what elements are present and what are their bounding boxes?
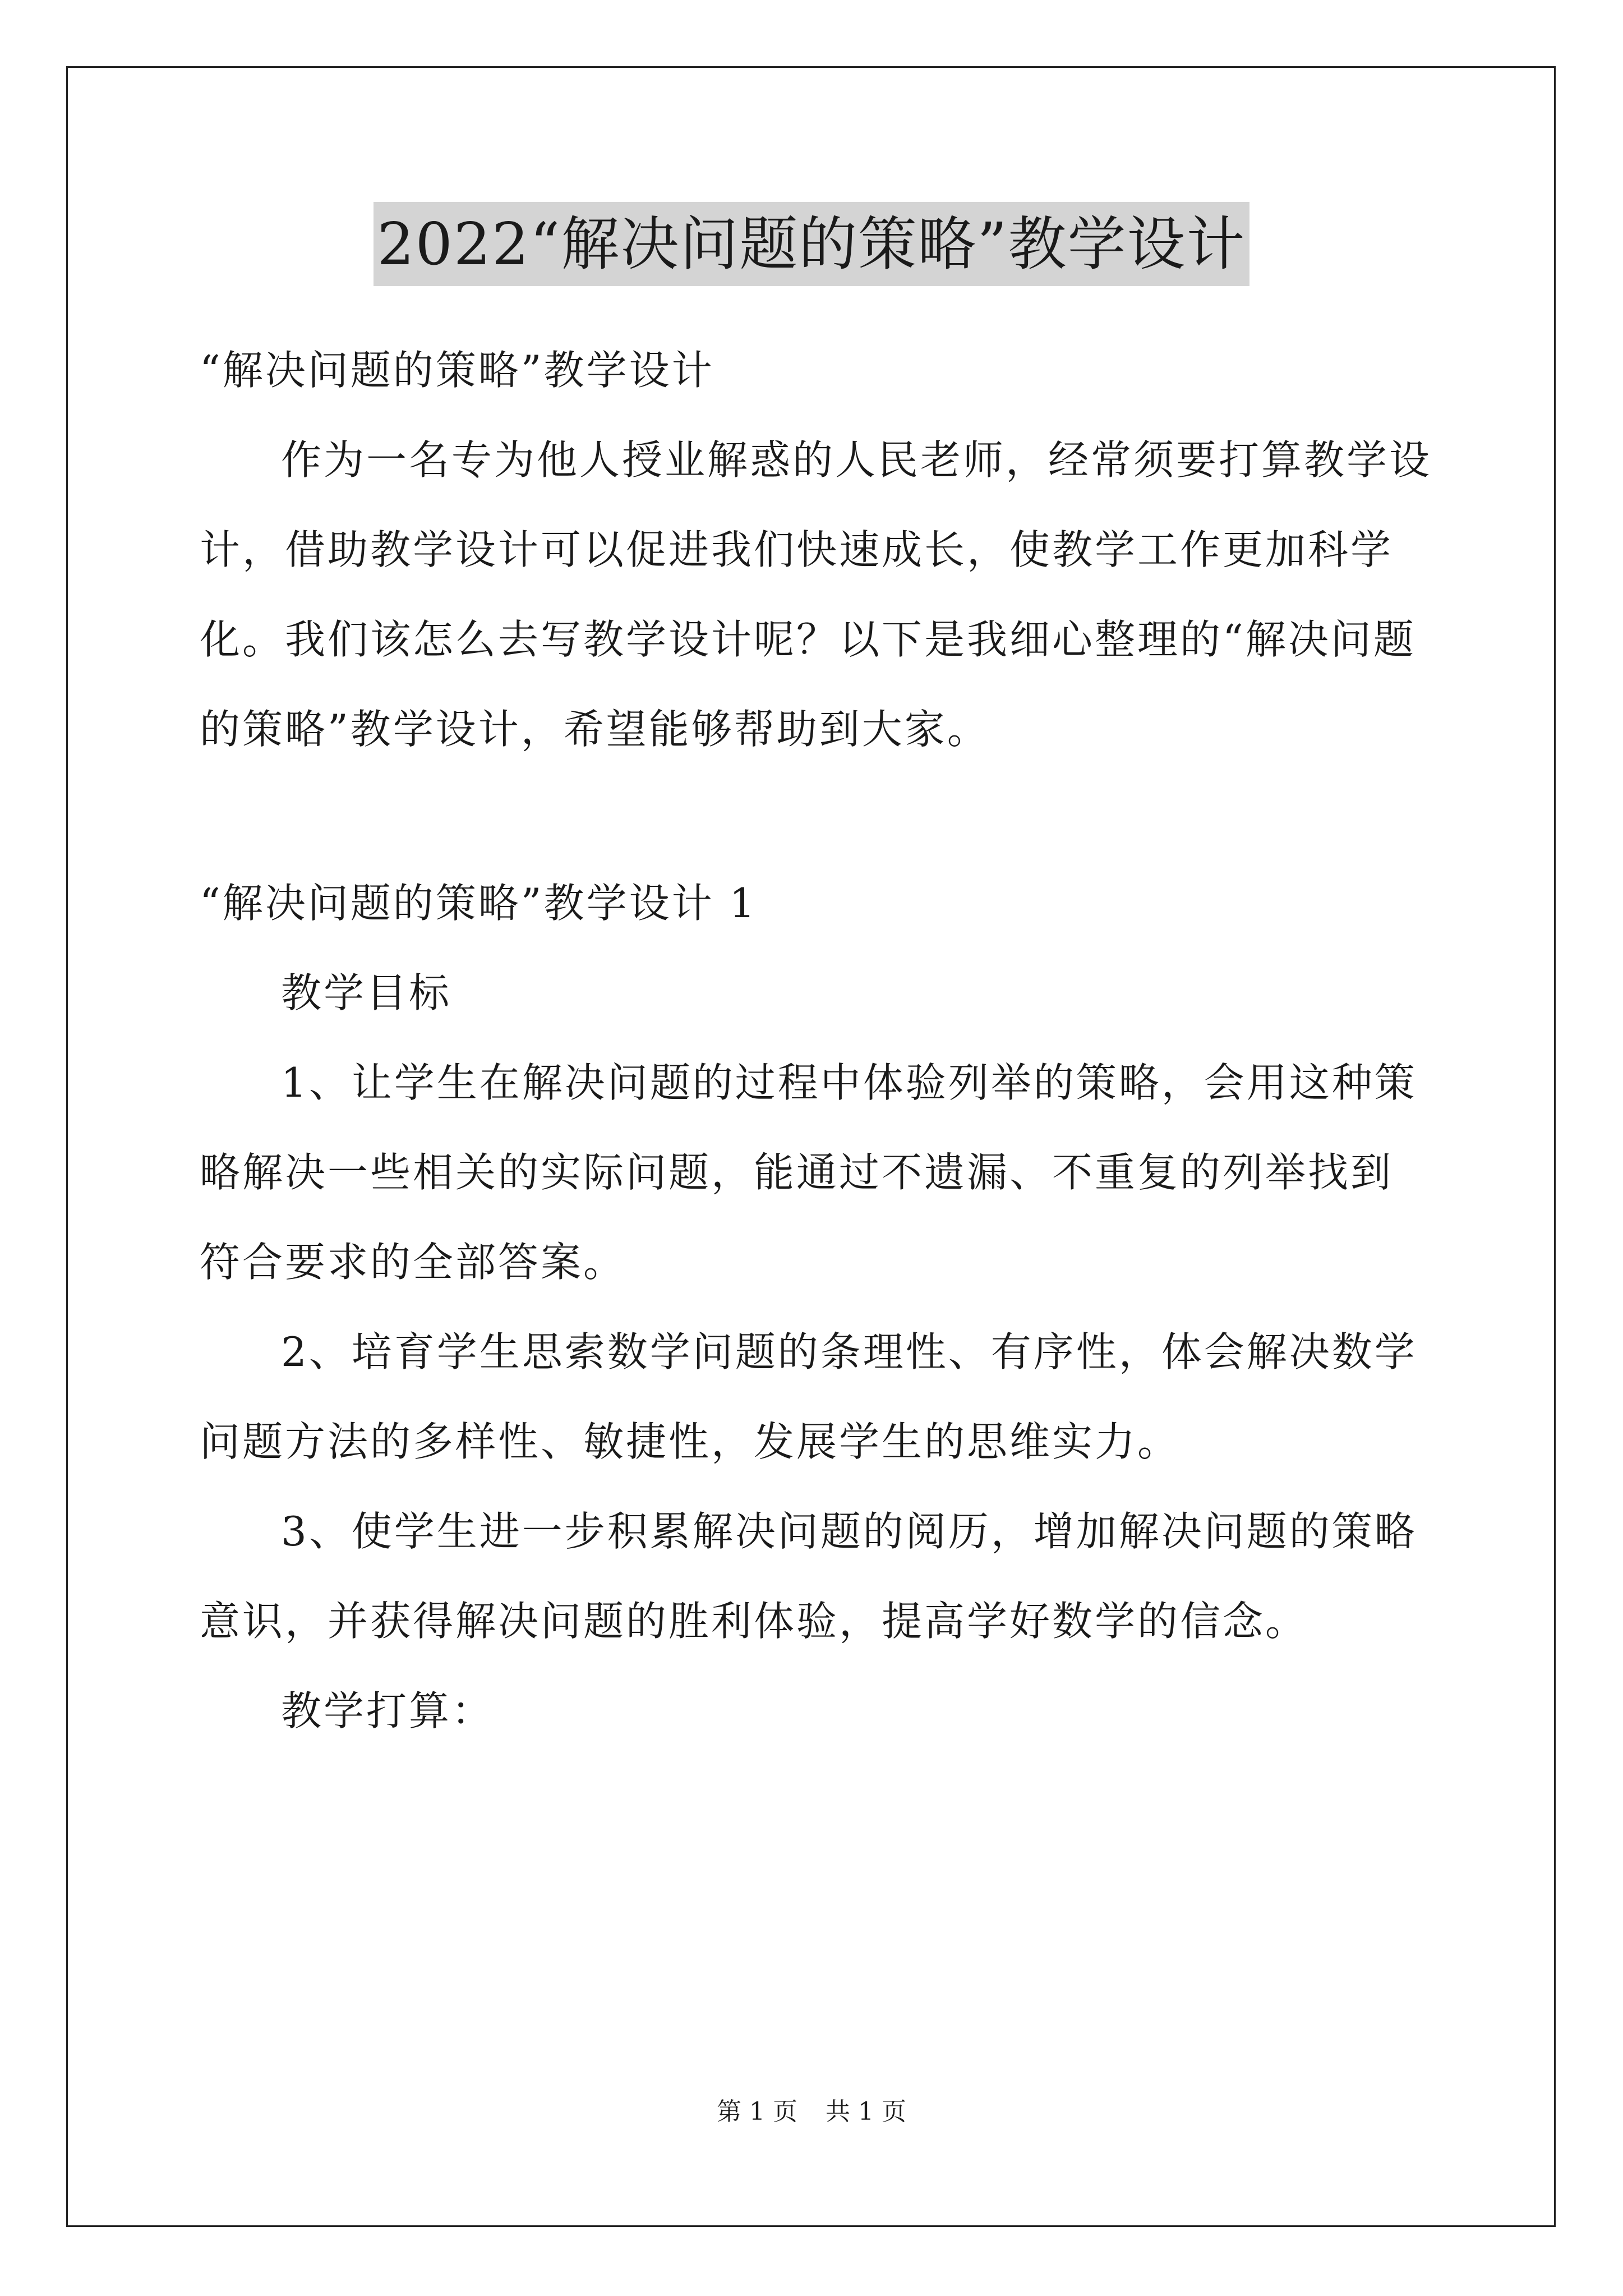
document-body <box>200 325 1433 1756</box>
objectives-heading: 教学目标 <box>281 969 452 1016</box>
page-number-current: 第 1 页 <box>717 2097 797 2126</box>
document-title: 2022“解决问题的策略”教学设计 <box>374 202 1249 286</box>
page-number-total: 共 1 页 <box>826 2097 906 2126</box>
page-footer <box>0 2095 1623 2129</box>
section-heading: “解决问题的策略”教学设计 1 <box>200 880 758 927</box>
subtitle-paragraph: “解决问题的策略”教学设计 <box>200 347 714 394</box>
intro-paragraph: 作为一名专为他人授业解惑的人民老师，经常须要打算教学设计，借助教学设计可以促进我们快速成长，使教学工作更加科学化。我们该怎么去写教学设计呢？以下是我细心整理的“解决问题的策略”教学设计，希望能够帮助到大家。 <box>200 436 1432 753</box>
preparation-heading: 教学打算： <box>281 1687 495 1734</box>
objective-item-3: 3、使学生进一步积累解决问题的阅历，增加解决问题的策略意识，并获得解决问题的胜利体验，提高学好数学的信念。 <box>200 1508 1417 1645</box>
objective-item-1: 1、让学生在解决问题的过程中体验列举的策略，会用这种策略解决一些相关的实际问题，能通过不遗漏、不重复的列举找到符合要求的全部答案。 <box>200 1059 1417 1286</box>
title-container <box>0 202 1623 286</box>
objective-item-2: 2、培育学生思索数学问题的条理性、有序性，体会解决数学问题方法的多样性、敏捷性，发展学生的思维实力。 <box>200 1328 1417 1465</box>
